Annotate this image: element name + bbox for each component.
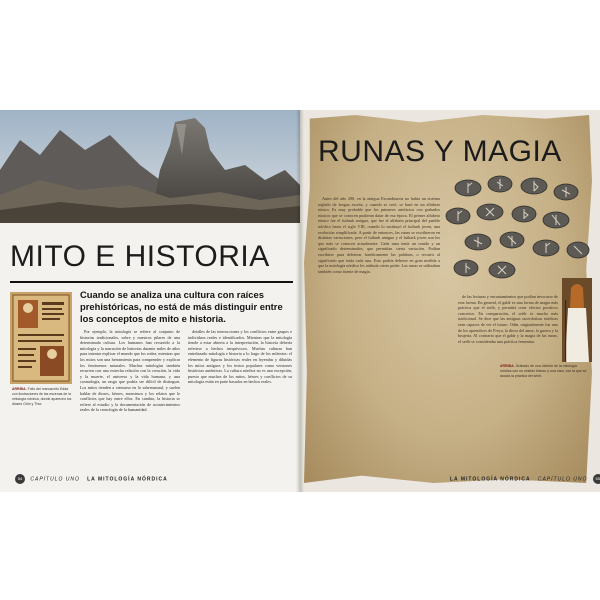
body-text: de las lecturas y encantamientos que podían invocarse de esta forma. En general, el galdr es una forma de magia más práctica que el seiðr, y permitía crear efectos positivos concretos. En comparación, el seiðr es mucho más tradicional. Se dice que las antiguas sacerdotisas nórdicas eran capaces de ver el futuro. Odín, originalmente fue uno de los aprendices de Freya, la diosa del amor, la guerra y la brujería. Al contrario que el galdr y la magia de las runas, el seiðr se consideraba una práctica femenina. — [458, 294, 558, 344]
image-caption — [12, 387, 72, 407]
caption-text: Folio del manuscrito Edda con ilustraciones de las escenas de la mitología nórdica, donde aparecen los dioses Odín y Thor. — [12, 387, 72, 406]
chapter-label: CAPÍTULO UNO — [30, 476, 80, 483]
body-text: detalles de las interacciones y los conflictos entre grupos e individuos reales e identificados. Mientras que la mitología tiende a estar abierta a la interpretación, la historia debería referirse a hechos inequívocos. Muchas culturas han entrelazado mitología e historia a lo largo de los milenios: el elemento de figuras históricas reales en leyendas y diluidas los mitos antiguos y los textos populares como versiones históricas auténticas. La cultura nórdica no es una excepción, puesto que muchos de los mitos, héroes y conflictos de su mitología están en parte basados en hechos reales. — [188, 329, 292, 385]
page-footer — [12, 474, 168, 484]
body-text: Por ejemplo, la mitología se refiere al conjunto de historias tradicionales, sobre y nuestros pilares de una determinada cultura. Los humanos han recurrido a la mitología y la narración de historias durante miles de años para intentar explicar el mundo que los rodea, mientras que los mitos son una herramienta para comprender y explicar los fenómenos naturales. Muchas mitologías también recurren con una estrecha relación con la creación, la vida y la muerte, el universo y la vida humana, y una cosmología, un rasgo que podría ser difícil de distinguir. Los mitos tienden a centrarse en lo sobrenatural, y suelen hablar de dioses, héroes, monstruos y los relatos que le conflictos que hay entre ellos. En cambio, la historia se refiere al estudio y la documentación de acontecimientos reales de la cronología de la humanidad. — [80, 329, 180, 413]
right-page — [300, 110, 600, 492]
page-gutter — [296, 110, 304, 492]
image-caption — [500, 364, 588, 379]
caption-text: Grabado de una vidente de la mitología nórdica con un vestido blanco y una vara, con la que se asocia la práctica del seiðr. — [500, 364, 587, 378]
mountain-photo — [0, 110, 300, 223]
chapter-label: CAPÍTULO UNO — [537, 476, 588, 483]
page-title: RUNAS Y MAGIA — [318, 135, 562, 168]
lead-paragraph: Cuando se analiza una cultura con raíces prehistóricas, no está de más distinguir entre los conceptos de mito e historia. — [80, 289, 283, 324]
manuscript-illustration — [10, 292, 72, 384]
body-column-2 — [458, 294, 558, 464]
book-title: LA MITOLOGÍA NÓRDICA — [87, 476, 168, 483]
caption-head: ARRIBA. — [12, 387, 27, 391]
page-number: 54 — [15, 474, 25, 484]
body-column-1 — [318, 196, 440, 466]
left-page — [0, 110, 300, 492]
rune-stones-photo — [440, 170, 592, 288]
page-title: MITO E HISTORIA — [10, 240, 270, 273]
page-footer — [450, 474, 600, 484]
body-text: Antes del año 200, en la antigua Escandinavia no había un sistema reglado de lengua escrita, y cuando se creó, se basó en un alfabeto rúnico. Es muy probable que los primeros artefactos con grabados rúnicos que se conocen pudieran datar de esa época. El primer alfabeto rúnico fue el futhark antiguo, que fue el alfabeto principal del pueblo nórdico hasta el siglo VIII, cuando lo sustituyó el futhark joven, una evolución simplificada. A partir de entonces, las runas se escribieron en distintas variaciones, pero el futhark antiguo y el futhark joven son los que más se conocen actualmente. Cada runa tenía un sonido y un significado determinados, que permitían cierta variación. Podían escribirse para deletrear fonéticamente las palabras, o recurrir al significado que tenía cada una. Esto podría deberse en gran medida a que la mitología nórdica les atribuía cierto poder. Las runas se utilizaban también como fuente de magia. — [318, 196, 440, 274]
book-title: LA MITOLOGÍA NÓRDICA — [450, 476, 531, 483]
body-column-2 — [188, 329, 292, 479]
body-column-1 — [80, 329, 180, 479]
book-spread — [0, 110, 600, 492]
page-number: 55 — [593, 474, 600, 484]
title-rule — [10, 281, 293, 283]
seeress-illustration — [562, 278, 592, 362]
caption-head: ARRIBA. — [500, 364, 515, 368]
